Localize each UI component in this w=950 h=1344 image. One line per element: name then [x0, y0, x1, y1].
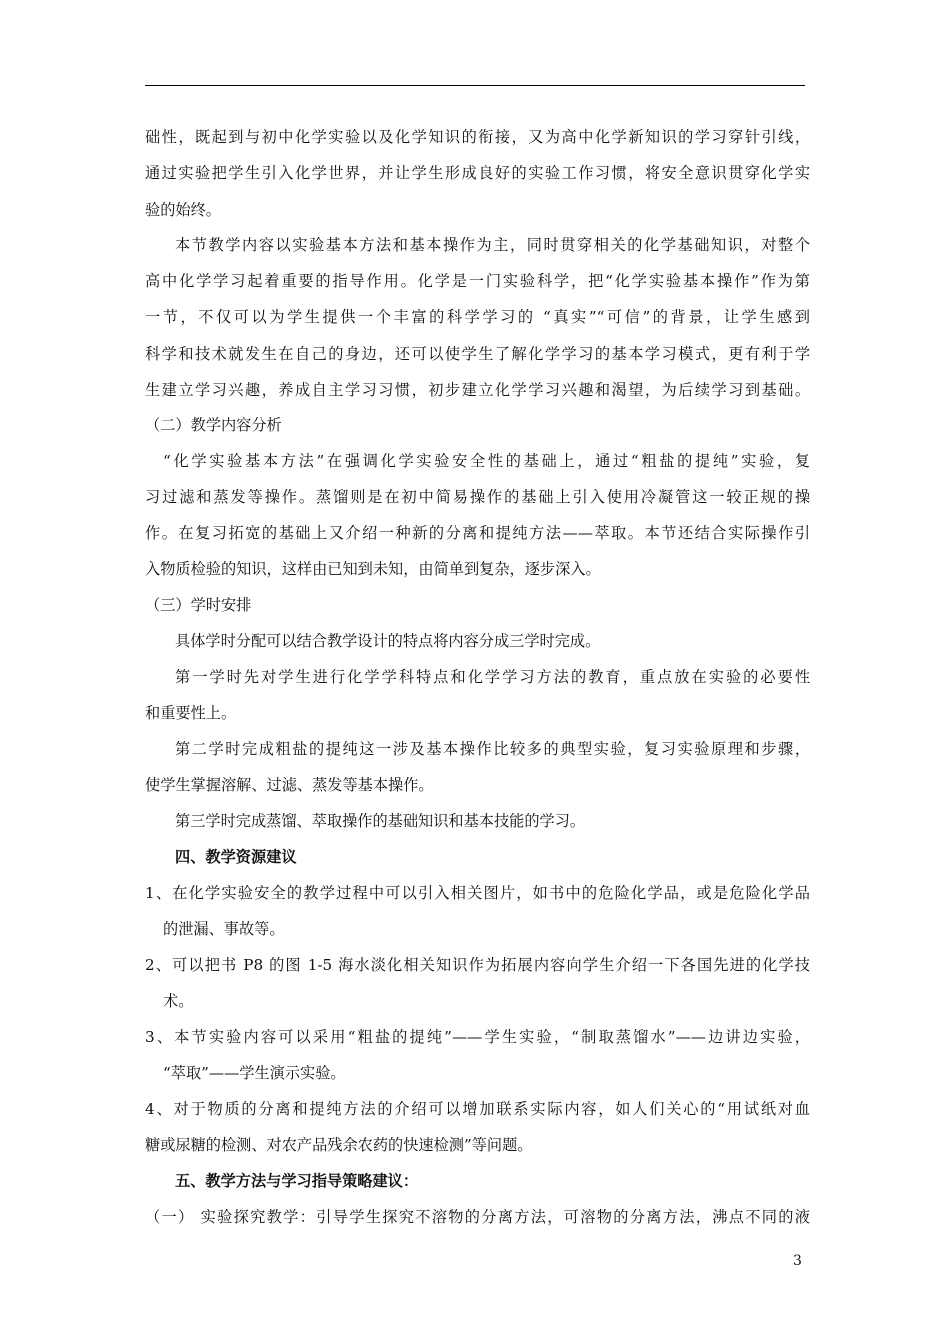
list-item-continuation: 的泄漏、事故等。 — [163, 920, 285, 938]
text-line: 作。在复习拓宽的基础上又介绍一种新的分离和提纯方法——萃取。本节还结合实际操作引 — [145, 524, 810, 542]
list-item-continuation: 术。 — [163, 992, 194, 1010]
text-line: （一） 实验探究教学：引导学生探究不溶物的分离方法，可溶物的分离方法，沸点不同的液 — [145, 1208, 810, 1226]
list-item: 3、本节实验内容可以采用“粗盐的提纯”——学生实验，“制取蒸馏水”——边讲边实验， — [145, 1028, 810, 1046]
text-line: 生建立学习兴趣，养成自主学习习惯，初步建立化学学习兴趣和渴望，为后续学习到基础。 — [145, 381, 810, 399]
text-line: 高中化学学习起着重要的指导作用。化学是一门实验科学，把“化学实验基本操作”作为第 — [145, 272, 810, 290]
text-line: 科学和技术就发生在自己的身边，还可以使学生了解化学学习的基本学习模式，更有利于学 — [145, 345, 810, 363]
text-line: 第三学时完成蒸馏、萃取操作的基础知识和基本技能的学习。 — [175, 812, 586, 830]
text-line: “化学实验基本方法”在强调化学实验安全性的基础上，通过“粗盐的提纯”实验，复 — [163, 452, 810, 470]
list-item: 4、对于物质的分离和提纯方法的介绍可以增加联系实际内容，如人们关心的“用试纸对血 — [145, 1100, 810, 1118]
text-line: 础性，既起到与初中化学实验以及化学知识的衔接，又为高中化学新知识的学习穿针引线， — [145, 128, 810, 146]
list-item-continuation: 糖或尿糖的检测、对农产品残余农药的快速检测”等问题。 — [145, 1136, 533, 1154]
text-line: 具体学时分配可以结合教学设计的特点将内容分成三学时完成。 — [175, 632, 601, 650]
section-heading: （二）教学内容分析 — [145, 416, 282, 434]
text-line: 验的始终。 — [145, 201, 221, 219]
list-item: 1、在化学实验安全的教学过程中可以引入相关图片，如书中的危险化学品，或是危险化学品 — [145, 884, 810, 902]
list-item-continuation: “萃取”——学生演示实验。 — [163, 1064, 346, 1082]
text-line: 第二学时完成粗盐的提纯这一涉及基本操作比较多的典型实验，复习实验原理和步骤， — [175, 740, 810, 758]
section-heading: 五、教学方法与学习指导策略建议： — [175, 1172, 418, 1190]
text-line: 习过滤和蒸发等操作。蒸馏则是在初中简易操作的基础上引入使用冷凝管这一较正规的操 — [145, 488, 810, 506]
text-line: 入物质检验的知识，这样由已知到未知，由简单到复杂，逐步深入。 — [145, 560, 601, 578]
header-rule — [145, 85, 805, 86]
text-line: 一节，不仅可以为学生提供一个丰富的科学学习的 “真实”“可信”的背景，让学生感到 — [145, 308, 810, 326]
section-heading: （三）学时安排 — [145, 596, 252, 614]
text-line: 和重要性上。 — [145, 704, 237, 722]
text-line: 第一学时先对学生进行化学学科特点和化学学习方法的教育，重点放在实验的必要性 — [175, 668, 810, 686]
page-number: 3 — [793, 1253, 802, 1269]
list-item: 2、可以把书 P8 的图 1-5 海水淡化相关知识作为拓展内容向学生介绍一下各国先进的化学技 — [145, 956, 810, 974]
text-line: 本节教学内容以实验基本方法和基本操作为主，同时贯穿相关的化学基础知识，对整个 — [175, 236, 810, 254]
section-heading: 四、教学资源建议 — [175, 848, 297, 866]
text-line: 使学生掌握溶解、过滤、蒸发等基本操作。 — [145, 776, 434, 794]
text-line: 通过实验把学生引入化学世界，并让学生形成良好的实验工作习惯，将安全意识贯穿化学实 — [145, 164, 810, 182]
